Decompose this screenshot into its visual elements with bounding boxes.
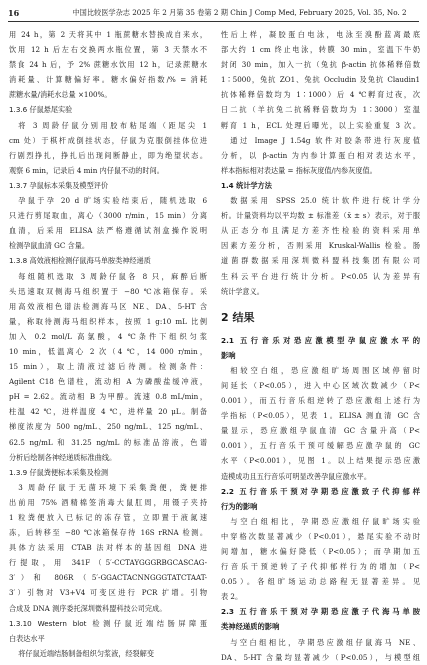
text-line: 62.5 ng/mL 和 31.25 ng/mL 的标准品溶液，色谱 (9, 437, 207, 447)
text-line: 分析后绘制各神经递质标准曲线。 (9, 452, 117, 462)
text-line: 行剧烈挣扎，挣扎后出现间断静止，即为绝望状态。 (9, 150, 207, 160)
text-line: 检测孕鼠血清 GC 含量。 (9, 241, 89, 251)
text-line: 出前用 75% 酒精棉签消毒大鼠肛周，用镊子夹持 (9, 497, 207, 507)
section-heading-cont: 类神经递质的影响 (221, 622, 280, 632)
section-heading: 1.3.8 高效液相检测仔鼠海马单胺类神经递质 (9, 256, 151, 266)
text-line: 用 24 h，第 2 天将其中 1 瓶蔗糖水替换成自来水， (9, 30, 207, 39)
text-line: 头迅速取双侧海马组织置于 −80 ℃冰箱保存。采 (9, 286, 207, 296)
text-line: 15 min），取上清液过滤后待测。检测条件： (9, 362, 207, 372)
text-line: cm 处）于棋杆成倒挂状态，仔鼠为克服倒挂体位进 (9, 135, 207, 145)
section-heading: 1.4 统计学方法 (221, 180, 272, 190)
text-line: 水平（P<0.001），见图 1。以上结果提示恐应激 (221, 456, 420, 466)
text-line: 孵育 1 h，ECL 处理后曝光，以上实验重复 3 次。 (221, 120, 420, 130)
text-line: 表 2。 (221, 592, 243, 602)
text-line: 1 粒粪便放入已标记的冻存管，立即置于液氮速 (9, 513, 207, 522)
left-column (9, 27, 207, 661)
section-heading: 2.3 五行音乐干预对孕期恐应激子代海马单胺 (221, 607, 420, 617)
text-line: 冻，后转移至 −80 ℃冰箱保存待 16S rRNA 检测。 (9, 528, 207, 538)
section-heading-cont: 白表达水平 (9, 633, 45, 643)
right-column (221, 27, 420, 665)
text-line: 0.001），五行音乐干预可缓解恐应激孕鼠的 GC (221, 441, 420, 451)
text-line: 行提取，用 341F（5′-CCTAYGGGRBGCASCAG- (9, 558, 207, 568)
text-line: 合成及 DNA 测序委托深圳微科盟科技公司完成。 (9, 603, 167, 613)
text-line: 造模成功且五行音乐可明显改善孕鼠应激水平。 (221, 471, 371, 481)
text-line: Agilent C18 色谱柱，流动相 A 为磷酸盐缓冲液， (9, 377, 207, 387)
text-line: 中穿格次数显著减少（P<0.01），悬尾实验不动时 (221, 531, 420, 541)
section-heading: 2.1 五行音乐对恐应激模型孕鼠应激水平的 (221, 335, 420, 345)
text-line: 蔗糖水量/消耗水总量 ×100%。 (9, 90, 112, 100)
text-line: 因素方差分析，否则采用 Kruskal-Wallis 检验。肠 (221, 241, 420, 251)
text-line: 学指标（P<0.05），见表 1。ELISA 测血清 GC 含 (221, 411, 420, 421)
text-line: 梯度浓度为 500 ng/mL、250 ng/mL、125 ng/mL、 (9, 422, 207, 432)
text-line: 性后上样，凝胶蛋白电泳，电泳至溴酚蓝离最底 (221, 30, 420, 39)
text-line: 0.001），而五行音乐组逆转了恐应激组上述行为 (221, 396, 420, 406)
section-heading-cont: 影响 (221, 350, 236, 360)
text-line: 血清，后采用 ELISA 法严格遵循试剂盒操作说明 (9, 226, 207, 236)
text-line: 相较空白组，恐应激组旷场周围区域停留时 (230, 365, 420, 375)
text-line: 将仔鼠近端结肠制备组织匀浆液，经裂解变 (18, 648, 154, 658)
text-line: 孕鼠于孕 20 d 旷场实验结束后，随机选取 6 (18, 196, 207, 206)
running-header (8, 7, 419, 22)
text-line: 柱温 42 ℃，进样温度 4 ℃，进样量 20 μL。制备 (9, 407, 207, 417)
text-line: 消耗量、计算糖偏好率。糖水偏好指数/% = 消耗 (9, 75, 207, 85)
text-line: 数据采用 SPSS 25.0 统计软件进行统计学分 (230, 196, 420, 206)
section-heading: 1.3.9 仔鼠粪便标本采集及检测 (9, 467, 108, 477)
text-line: 0.05）。各组旷场运动总路程无显著差异。见 (221, 577, 420, 587)
text-line: 1∶5000，兔抗 ZO1、兔抗 Occludin 及兔抗 Claudin1 (221, 75, 420, 85)
section-heading: 1.3.7 孕鼠标本采集及模型评价 (9, 180, 108, 190)
text-line: 3 周龄仔鼠于无菌环境下采集粪便，粪便排 (18, 482, 207, 492)
text-line: 3′）引物对 V3+V4 可变区进行 PCR 扩增。引物 (9, 588, 207, 598)
text-line: DA、5-HT 含量均显著减少（P<0.05），与模型组 (221, 652, 420, 662)
text-line: 间增加，糖水偏好降低（P<0.05）；而孕期加五 (221, 547, 420, 556)
text-line: 日二抗（羊抗兔二抗稀释倍数均为 1∶3000）室温 (221, 105, 420, 115)
section-heading: 2.2 五行音乐干预对孕期恐应激致子代抑郁样 (221, 486, 420, 496)
results-heading: 2 结果 (221, 310, 255, 324)
text-line: 观察 6 min，记录后 4 min 内仔鼠不动的时间。 (9, 165, 164, 175)
text-line: 加入 0.2 mol/L 高氯酸，4 ℃条件下组织匀浆 (9, 331, 207, 341)
text-line: 行音乐干预逆转了子代抑郁样行为的增加（P< (221, 562, 420, 572)
text-line: 分析，以 β-actin 为内参计算蛋白相对表达水平， (221, 150, 420, 160)
text-line: 与空白组相比，孕期恐应激组仔鼠旷场实验 (230, 516, 420, 526)
text-line: 析。计量资料均以平均数 ± 标准差（x̄ ± s）表示，对于服 (221, 211, 420, 221)
text-line: 3′）和 806R（5′-GGACTACNNGGGTATCTAAT- (9, 573, 207, 583)
text-line: 10 min，低温离心 2 次（4 ℃，14 000 r/min， (9, 346, 207, 356)
text-line: 统计学意义。 (221, 286, 264, 296)
text-line: 禁食 24 h 后，予 2% 蔗糖水饮用 12 h，记录蔗糖水 (9, 60, 207, 70)
text-line: 具体方法采用 CTAB 法对样本的基因组 DNA 进 (9, 543, 207, 553)
text-line: 饮用 12 h 后左右交换两水瓶位置，第 3 天禁水不 (9, 45, 207, 55)
text-line: 生科云平台进行统计分析。P<0.05 认为差异有 (221, 271, 420, 281)
text-line: 量，称取待测海马组织样本，按照 1 g:10 mL 比例 (9, 316, 207, 326)
text-line: 与空白组相比，孕期恐应激组仔鼠海马 NE、 (230, 637, 420, 647)
text-line: 只进行剪尾取血，离心（3000 r/min，15 min）分离 (9, 211, 207, 221)
text-line: 每组随机选取 3 周龄仔鼠各 8 只，麻醉后断 (18, 271, 207, 281)
text-line: 抗体稀释倍数均为 1∶1000）后 4 ℃孵育过夜，次 (221, 90, 420, 100)
section-heading-cont: 行为的影响 (221, 501, 258, 511)
section-heading: 1.3.6 仔鼠悬尾实验 (9, 105, 73, 115)
text-line: 从正态分布且满足方差齐性检验的资料采用单 (221, 226, 420, 236)
text-line: pH = 2.62。流动相 B 为甲醇。流速 0.8 mL/min， (9, 392, 207, 402)
text-line: 部大约 1 cm 终止电泳，转膜 30 min，室温下牛奶 (221, 45, 420, 55)
text-line: 封闭 30 min，加入一抗（兔抗 β-actin 抗体稀释倍数 (221, 60, 420, 70)
text-line: 通过 Image J 1.54g 软件对胶条带进行灰度值 (230, 135, 420, 145)
text-line: 量显示，恐应激组孕鼠血清 GC 含量升高（P< (221, 426, 420, 436)
text-line: 道菌群数据采用深圳微科盟科技集团有限公司 (221, 256, 420, 266)
page-number: 16 (8, 8, 20, 18)
text-line: 用高效液相色谱法检测海马区 NE、DA、5-HT 含 (9, 301, 207, 311)
text-line: 间延长（P<0.05），进入中心区域次数减少（P< (221, 380, 420, 390)
text-line: 样本指标相对表达量 = 指标灰度值/内参灰度值。 (221, 165, 377, 175)
section-heading: 1.3.10 Western blot 检测仔鼠近端结肠屏障蛋 (9, 618, 207, 628)
text-line: 将 3 周龄仔鼠分别用胶布粘尾端（距尾尖 1 (18, 120, 207, 130)
journal-title: 中国比较医学杂志 2025 年 2 月第 35 卷第 2 期 Chin J Comp Med, February 2025, Vol. 35, No. 2 (72, 8, 407, 17)
